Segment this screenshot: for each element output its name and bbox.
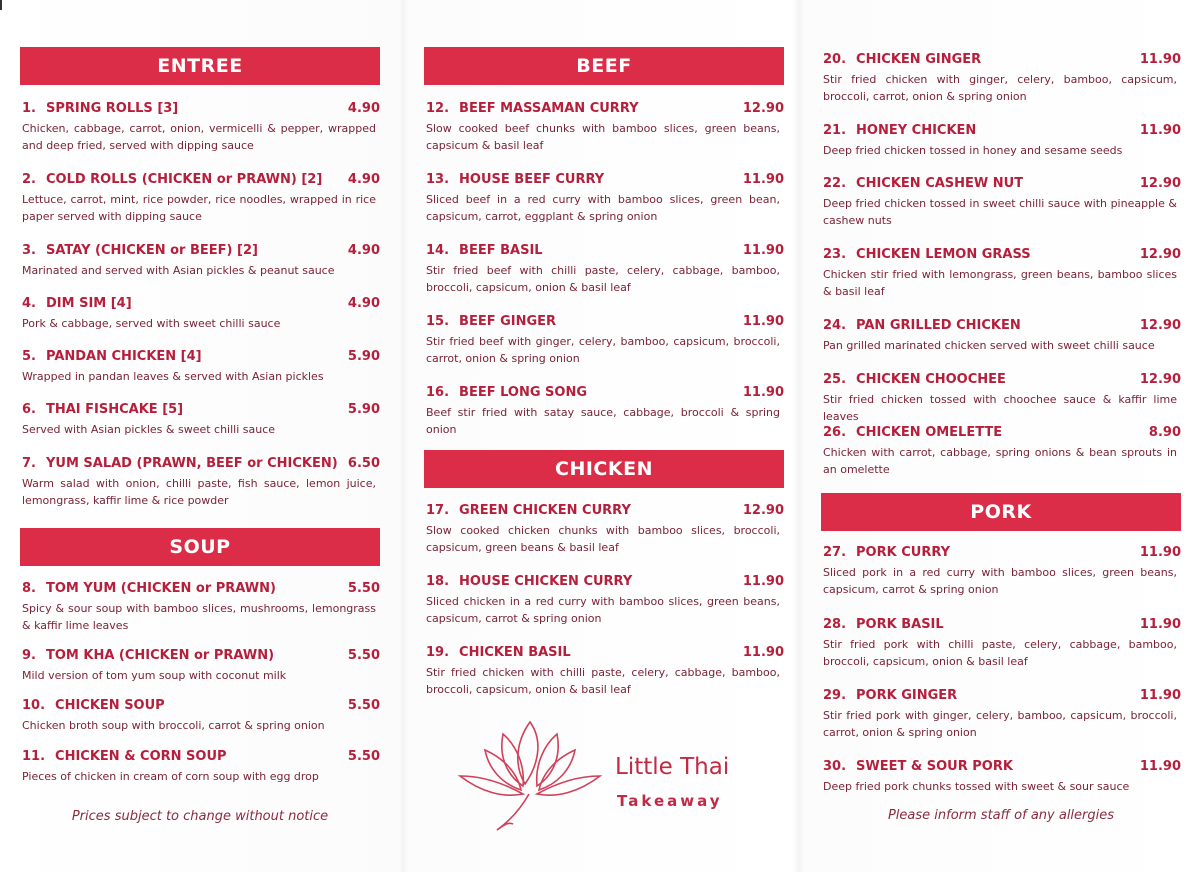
menu-item-name: THAI FISHCAKE [5] bbox=[45, 402, 184, 417]
section-banner-beef: BEEF bbox=[424, 47, 784, 85]
menu-item-number: 29. bbox=[823, 688, 847, 703]
menu-item-description: Pan grilled marinated chicken served with sweet chilli sauce bbox=[823, 339, 1155, 352]
menu-item-number: 17. bbox=[426, 503, 450, 518]
menu-item-title bbox=[22, 243, 258, 259]
section-banner-chicken: CHICKEN bbox=[424, 450, 784, 488]
menu-item-name: CHICKEN CHOOCHEE bbox=[856, 372, 1006, 387]
menu-item-description: Pork & cabbage, served with sweet chilli sauce bbox=[22, 317, 281, 330]
menu-item bbox=[426, 101, 784, 154]
menu-item-name: BEEF GINGER bbox=[459, 314, 557, 329]
menu-item-number: 21. bbox=[823, 123, 847, 138]
menu-item-name: CHICKEN CASHEW NUT bbox=[856, 176, 1024, 191]
menu-item-number: 28. bbox=[823, 617, 847, 632]
menu-item-header bbox=[823, 425, 1181, 441]
menu-item-title bbox=[22, 101, 178, 117]
menu-item-header bbox=[22, 648, 380, 664]
menu-item bbox=[426, 503, 784, 556]
menu-item-description: Stir fried pork with chilli paste, celery, cabbage, bamboo, broccoli, capsicum, onion & basil leaf bbox=[823, 638, 1177, 668]
menu-item-number: 26. bbox=[823, 425, 847, 440]
menu-item-name: PANDAN CHICKEN [4] bbox=[45, 349, 202, 364]
logo-title: Little Thai bbox=[615, 754, 730, 780]
menu-item-title bbox=[426, 101, 639, 117]
menu-item-price: 11.90 bbox=[1139, 759, 1181, 774]
menu-item-description: Lettuce, carrot, mint, rice powder, rice noodles, wrapped in rice paper served with dipping sauce bbox=[22, 193, 376, 223]
menu-item-description: Stir fried chicken with ginger, celery, bamboo, capsicum, broccoli, carrot, onion & spring onion bbox=[823, 73, 1177, 103]
menu-item-description: Pieces of chicken in cream of corn soup with egg drop bbox=[22, 770, 319, 783]
menu-item bbox=[823, 318, 1181, 354]
section-banner-soup: SOUP bbox=[20, 528, 380, 566]
menu-item bbox=[22, 349, 380, 385]
menu-item-name: PORK BASIL bbox=[856, 617, 944, 632]
menu-item-number: 16. bbox=[426, 385, 450, 400]
menu-item-title bbox=[823, 123, 976, 139]
menu-item-price: 11.90 bbox=[1139, 123, 1181, 138]
menu-item-name: CHICKEN LEMON GRASS bbox=[856, 247, 1031, 262]
menu-item-name: CHICKEN BASIL bbox=[459, 645, 571, 660]
menu-item-title bbox=[426, 645, 571, 661]
menu-item bbox=[22, 698, 380, 734]
menu-item-number: 22. bbox=[823, 176, 847, 191]
menu-item-number: 8. bbox=[22, 581, 36, 596]
menu-item-title bbox=[823, 759, 1013, 775]
section-banner-pork: PORK bbox=[821, 493, 1181, 531]
menu-item-number: 15. bbox=[426, 314, 450, 329]
menu-item bbox=[823, 52, 1181, 105]
menu-item bbox=[823, 123, 1181, 159]
menu-item bbox=[823, 372, 1181, 425]
menu-item-price: 12.90 bbox=[742, 101, 784, 116]
menu-item-name: BEEF MASSAMAN CURRY bbox=[459, 101, 639, 116]
menu-item-description: Stir fried pork with ginger, celery, bamboo, capsicum, broccoli, carrot, onion & spring onion bbox=[823, 709, 1177, 739]
menu-item-header bbox=[22, 456, 380, 472]
menu-item-header bbox=[823, 318, 1181, 334]
menu-item-price: 12.90 bbox=[742, 503, 784, 518]
menu-item bbox=[22, 172, 380, 225]
menu-item-header bbox=[823, 176, 1181, 192]
menu-item bbox=[22, 243, 380, 279]
menu-item bbox=[823, 759, 1181, 795]
menu-item-header bbox=[426, 385, 784, 401]
menu-item-description: Sliced beef in a red curry with bamboo slices, green bean, capsicum, carrot, eggplant & spring onion bbox=[426, 193, 780, 223]
menu-item-title bbox=[823, 425, 1002, 441]
menu-item-header bbox=[823, 759, 1181, 775]
menu-item-title bbox=[823, 372, 1006, 388]
menu-item-price: 11.90 bbox=[742, 574, 784, 589]
allergy-footnote: Please inform staff of any allergies bbox=[887, 808, 1115, 823]
menu-item-header bbox=[823, 545, 1181, 561]
menu-item-description: Chicken with carrot, cabbage, spring onions & bean sprouts in an omelette bbox=[823, 446, 1177, 476]
menu-item-description: Deep fried chicken tossed in sweet chilli sauce with pineapple & cashew nuts bbox=[823, 197, 1177, 227]
menu-item-name: DIM SIM [4] bbox=[45, 296, 132, 311]
menu-item-name: TOM YUM (CHICKEN or PRAWN) bbox=[45, 581, 276, 596]
menu-item-price: 11.90 bbox=[1139, 617, 1181, 632]
menu-item bbox=[22, 101, 380, 154]
menu-item-price: 4.90 bbox=[347, 172, 380, 187]
menu-item bbox=[426, 645, 784, 698]
menu-item-number: 5. bbox=[22, 349, 36, 364]
scan-mark bbox=[0, 0, 2, 10]
menu-item-price: 11.90 bbox=[742, 243, 784, 258]
menu-item bbox=[426, 574, 784, 627]
menu-item-price: 5.50 bbox=[347, 581, 380, 596]
menu-item-description: Stir fried beef with ginger, celery, bamboo, capsicum, broccoli, carrot, onion & spring onion bbox=[426, 335, 780, 365]
menu-item-header bbox=[22, 172, 380, 188]
menu-item-description: Deep fried pork chunks tossed with sweet & sour sauce bbox=[823, 780, 1130, 793]
menu-item bbox=[22, 581, 380, 634]
menu-item-name: CHICKEN OMELETTE bbox=[856, 425, 1003, 440]
menu-item-price: 5.50 bbox=[347, 698, 380, 713]
menu-item-title bbox=[823, 247, 1031, 263]
menu-item-title bbox=[823, 52, 981, 68]
menu-item-header bbox=[426, 172, 784, 188]
menu-item-price: 12.90 bbox=[1139, 247, 1181, 262]
menu-item-name: HOUSE BEEF CURRY bbox=[459, 172, 605, 187]
menu-item-header bbox=[823, 247, 1181, 263]
menu-item-number: 24. bbox=[823, 318, 847, 333]
menu-item-number: 7. bbox=[22, 456, 36, 471]
menu-item-name: PORK CURRY bbox=[856, 545, 951, 560]
menu-item-name: GREEN CHICKEN CURRY bbox=[459, 503, 631, 518]
menu-item-price: 5.90 bbox=[347, 402, 380, 417]
logo bbox=[455, 712, 755, 842]
menu-item-header bbox=[823, 617, 1181, 633]
menu-item-price: 8.90 bbox=[1148, 425, 1181, 440]
menu-item-number: 1. bbox=[22, 101, 36, 116]
menu-item-title bbox=[426, 574, 632, 590]
menu-item-header bbox=[22, 402, 380, 418]
menu-item-title bbox=[823, 318, 1021, 334]
menu-item-number: 23. bbox=[823, 247, 847, 262]
menu-item bbox=[22, 749, 380, 785]
menu-item bbox=[22, 648, 380, 684]
menu-item-header bbox=[426, 645, 784, 661]
prices-footnote: Prices subject to change without notice bbox=[71, 809, 329, 824]
menu-item-name: TOM KHA (CHICKEN or PRAWN) bbox=[45, 648, 275, 663]
menu-item-name: BEEF LONG SONG bbox=[459, 385, 588, 400]
menu-item-header bbox=[426, 503, 784, 519]
menu-item-title bbox=[426, 314, 556, 330]
menu-item-number: 20. bbox=[823, 52, 847, 67]
menu-item-number: 3. bbox=[22, 243, 36, 258]
lotus-flower-icon bbox=[455, 712, 605, 837]
menu-item-header bbox=[823, 52, 1181, 68]
menu-item-header bbox=[22, 349, 380, 365]
menu-item-title bbox=[823, 688, 957, 704]
menu-item-price: 11.90 bbox=[1139, 52, 1181, 67]
menu-item-title bbox=[22, 581, 276, 597]
menu-item-price: 5.50 bbox=[347, 749, 380, 764]
menu-item-name: BEEF BASIL bbox=[459, 243, 543, 258]
menu-item-price: 4.90 bbox=[347, 243, 380, 258]
menu-item-number: 30. bbox=[823, 759, 847, 774]
menu-item-header bbox=[823, 372, 1181, 388]
menu-item-number: 11. bbox=[22, 749, 46, 764]
menu-item-number: 9. bbox=[22, 648, 36, 663]
menu-item-title bbox=[823, 176, 1023, 192]
menu-item-header bbox=[22, 749, 380, 765]
menu-item bbox=[426, 172, 784, 225]
menu-item-title bbox=[22, 296, 132, 312]
menu-item-price: 11.90 bbox=[742, 314, 784, 329]
menu-item-header bbox=[426, 314, 784, 330]
menu-item bbox=[22, 402, 380, 438]
menu-item bbox=[823, 688, 1181, 741]
menu-item-number: 2. bbox=[22, 172, 36, 187]
menu-item-price: 12.90 bbox=[1139, 372, 1181, 387]
menu-item-name: CHICKEN SOUP bbox=[55, 698, 165, 713]
menu-item-price: 6.50 bbox=[347, 456, 380, 471]
menu-item bbox=[426, 243, 784, 296]
menu-item-name: YUM SALAD (PRAWN, BEEF or CHICKEN) bbox=[45, 456, 338, 471]
menu-item-description: Marinated and served with Asian pickles & peanut sauce bbox=[22, 264, 335, 277]
logo-subtitle: Takeaway bbox=[617, 792, 723, 810]
menu-item-number: 18. bbox=[426, 574, 450, 589]
menu-item bbox=[823, 425, 1181, 478]
menu-item-description: Slow cooked beef chunks with bamboo slices, green beans, capsicum & basil leaf bbox=[426, 122, 780, 152]
menu-item-name: PORK GINGER bbox=[856, 688, 958, 703]
menu-item-number: 27. bbox=[823, 545, 847, 560]
menu-item bbox=[22, 456, 380, 509]
menu-item-description: Chicken stir fried with lemongrass, green beans, bamboo slices & basil leaf bbox=[823, 268, 1177, 298]
menu-item-description: Beef stir fried with satay sauce, cabbage, broccoli & spring onion bbox=[426, 406, 780, 436]
menu-item-title bbox=[22, 698, 165, 714]
menu-item-name: CHICKEN GINGER bbox=[856, 52, 982, 67]
menu-item-header bbox=[22, 296, 380, 312]
menu-item bbox=[823, 176, 1181, 229]
menu-item-price: 5.90 bbox=[347, 349, 380, 364]
menu-item-price: 12.90 bbox=[1139, 318, 1181, 333]
menu-item-number: 4. bbox=[22, 296, 36, 311]
menu-item-header bbox=[426, 574, 784, 590]
menu-item-header bbox=[22, 243, 380, 259]
menu-item-title bbox=[426, 172, 604, 188]
menu-item-name: SWEET & SOUR PORK bbox=[856, 759, 1013, 774]
menu-item-header bbox=[426, 243, 784, 259]
menu-item-name: CHICKEN & CORN SOUP bbox=[55, 749, 227, 764]
menu-item-name: HOUSE CHICKEN CURRY bbox=[459, 574, 633, 589]
menu-item-name: SPRING ROLLS [3] bbox=[45, 101, 179, 116]
menu-item bbox=[823, 545, 1181, 598]
menu-item bbox=[823, 247, 1181, 300]
menu-item-title bbox=[22, 456, 338, 472]
menu-item-number: 6. bbox=[22, 402, 36, 417]
menu-item-title bbox=[22, 402, 183, 418]
menu-item-price: 5.50 bbox=[347, 648, 380, 663]
menu-item-header bbox=[22, 698, 380, 714]
menu-item-description: Served with Asian pickles & sweet chilli sauce bbox=[22, 423, 276, 436]
menu-item bbox=[426, 314, 784, 367]
menu-item-price: 12.90 bbox=[1139, 176, 1181, 191]
menu-item-description: Sliced chicken in a red curry with bamboo slices, green beans, capsicum, carrot & spring onion bbox=[426, 595, 780, 625]
menu-item-header bbox=[22, 581, 380, 597]
menu-item bbox=[426, 385, 784, 438]
menu-item-header bbox=[823, 688, 1181, 704]
menu-item-header bbox=[823, 123, 1181, 139]
menu-item-number: 10. bbox=[22, 698, 46, 713]
menu-item bbox=[823, 617, 1181, 670]
menu-item-name: COLD ROLLS (CHICKEN or PRAWN) [2] bbox=[45, 172, 323, 187]
section-banner-entree: ENTREE bbox=[20, 47, 380, 85]
menu-item-description: Stir fried beef with chilli paste, celery, cabbage, bamboo, broccoli, capsicum, onion & basil leaf bbox=[426, 264, 780, 294]
menu-item-number: 13. bbox=[426, 172, 450, 187]
menu-item-name: PAN GRILLED CHICKEN bbox=[856, 318, 1021, 333]
menu-item-title bbox=[426, 243, 543, 259]
menu-item bbox=[22, 296, 380, 332]
menu-item-name: HONEY CHICKEN bbox=[856, 123, 977, 138]
menu-item-description: Spicy & sour soup with bamboo slices, mushrooms, lemongrass & kaffir lime leaves bbox=[22, 602, 376, 632]
menu-item-header bbox=[22, 101, 380, 117]
menu-item-number: 25. bbox=[823, 372, 847, 387]
menu-item-description: Chicken broth soup with broccoli, carrot & spring onion bbox=[22, 719, 325, 732]
menu-item-description: Wrapped in pandan leaves & served with Asian pickles bbox=[22, 370, 324, 383]
menu-item-description: Chicken, cabbage, carrot, onion, vermicelli & pepper, wrapped and deep fried, served with dipping sauce bbox=[22, 122, 376, 152]
menu-item-description: Slow cooked chicken chunks with bamboo slices, broccoli, capsicum, green beans & basil leaf bbox=[426, 524, 780, 554]
menu-item-description: Sliced pork in a red curry with bamboo slices, green beans, capsicum, carrot & spring onion bbox=[823, 566, 1177, 596]
menu-item-description: Deep fried chicken tossed in honey and sesame seeds bbox=[823, 144, 1123, 157]
menu-item-number: 19. bbox=[426, 645, 450, 660]
menu-item-price: 4.90 bbox=[347, 101, 380, 116]
menu-item-name: SATAY (CHICKEN or BEEF) [2] bbox=[45, 243, 258, 258]
menu-item-price: 11.90 bbox=[1139, 545, 1181, 560]
menu-item-description: Stir fried chicken with chilli paste, celery, cabbage, bamboo, broccoli, capsicum, onion & basil leaf bbox=[426, 666, 780, 696]
menu-item-description: Warm salad with onion, chilli paste, fish sauce, lemon juice, lemongrass, kaffir lime & rice powder bbox=[22, 477, 376, 507]
menu-item-title bbox=[426, 503, 631, 519]
menu-item-price: 11.90 bbox=[742, 645, 784, 660]
menu-item-price: 11.90 bbox=[742, 172, 784, 187]
menu-item-title bbox=[22, 749, 227, 765]
menu-item-title bbox=[22, 648, 274, 664]
menu-item-title bbox=[22, 349, 202, 365]
menu-item-price: 11.90 bbox=[1139, 688, 1181, 703]
menu-item-price: 11.90 bbox=[742, 385, 784, 400]
menu-item-title bbox=[426, 385, 587, 401]
menu-item-title bbox=[823, 617, 944, 633]
menu-item-description: Stir fried chicken tossed with choochee sauce & kaffir lime leaves bbox=[823, 393, 1177, 423]
menu-item-description: Mild version of tom yum soup with coconut milk bbox=[22, 669, 287, 682]
menu-item-title bbox=[22, 172, 322, 188]
menu-item-number: 14. bbox=[426, 243, 450, 258]
menu-item-title bbox=[823, 545, 950, 561]
menu-item-number: 12. bbox=[426, 101, 450, 116]
menu-item-header bbox=[426, 101, 784, 117]
menu-item-price: 4.90 bbox=[347, 296, 380, 311]
